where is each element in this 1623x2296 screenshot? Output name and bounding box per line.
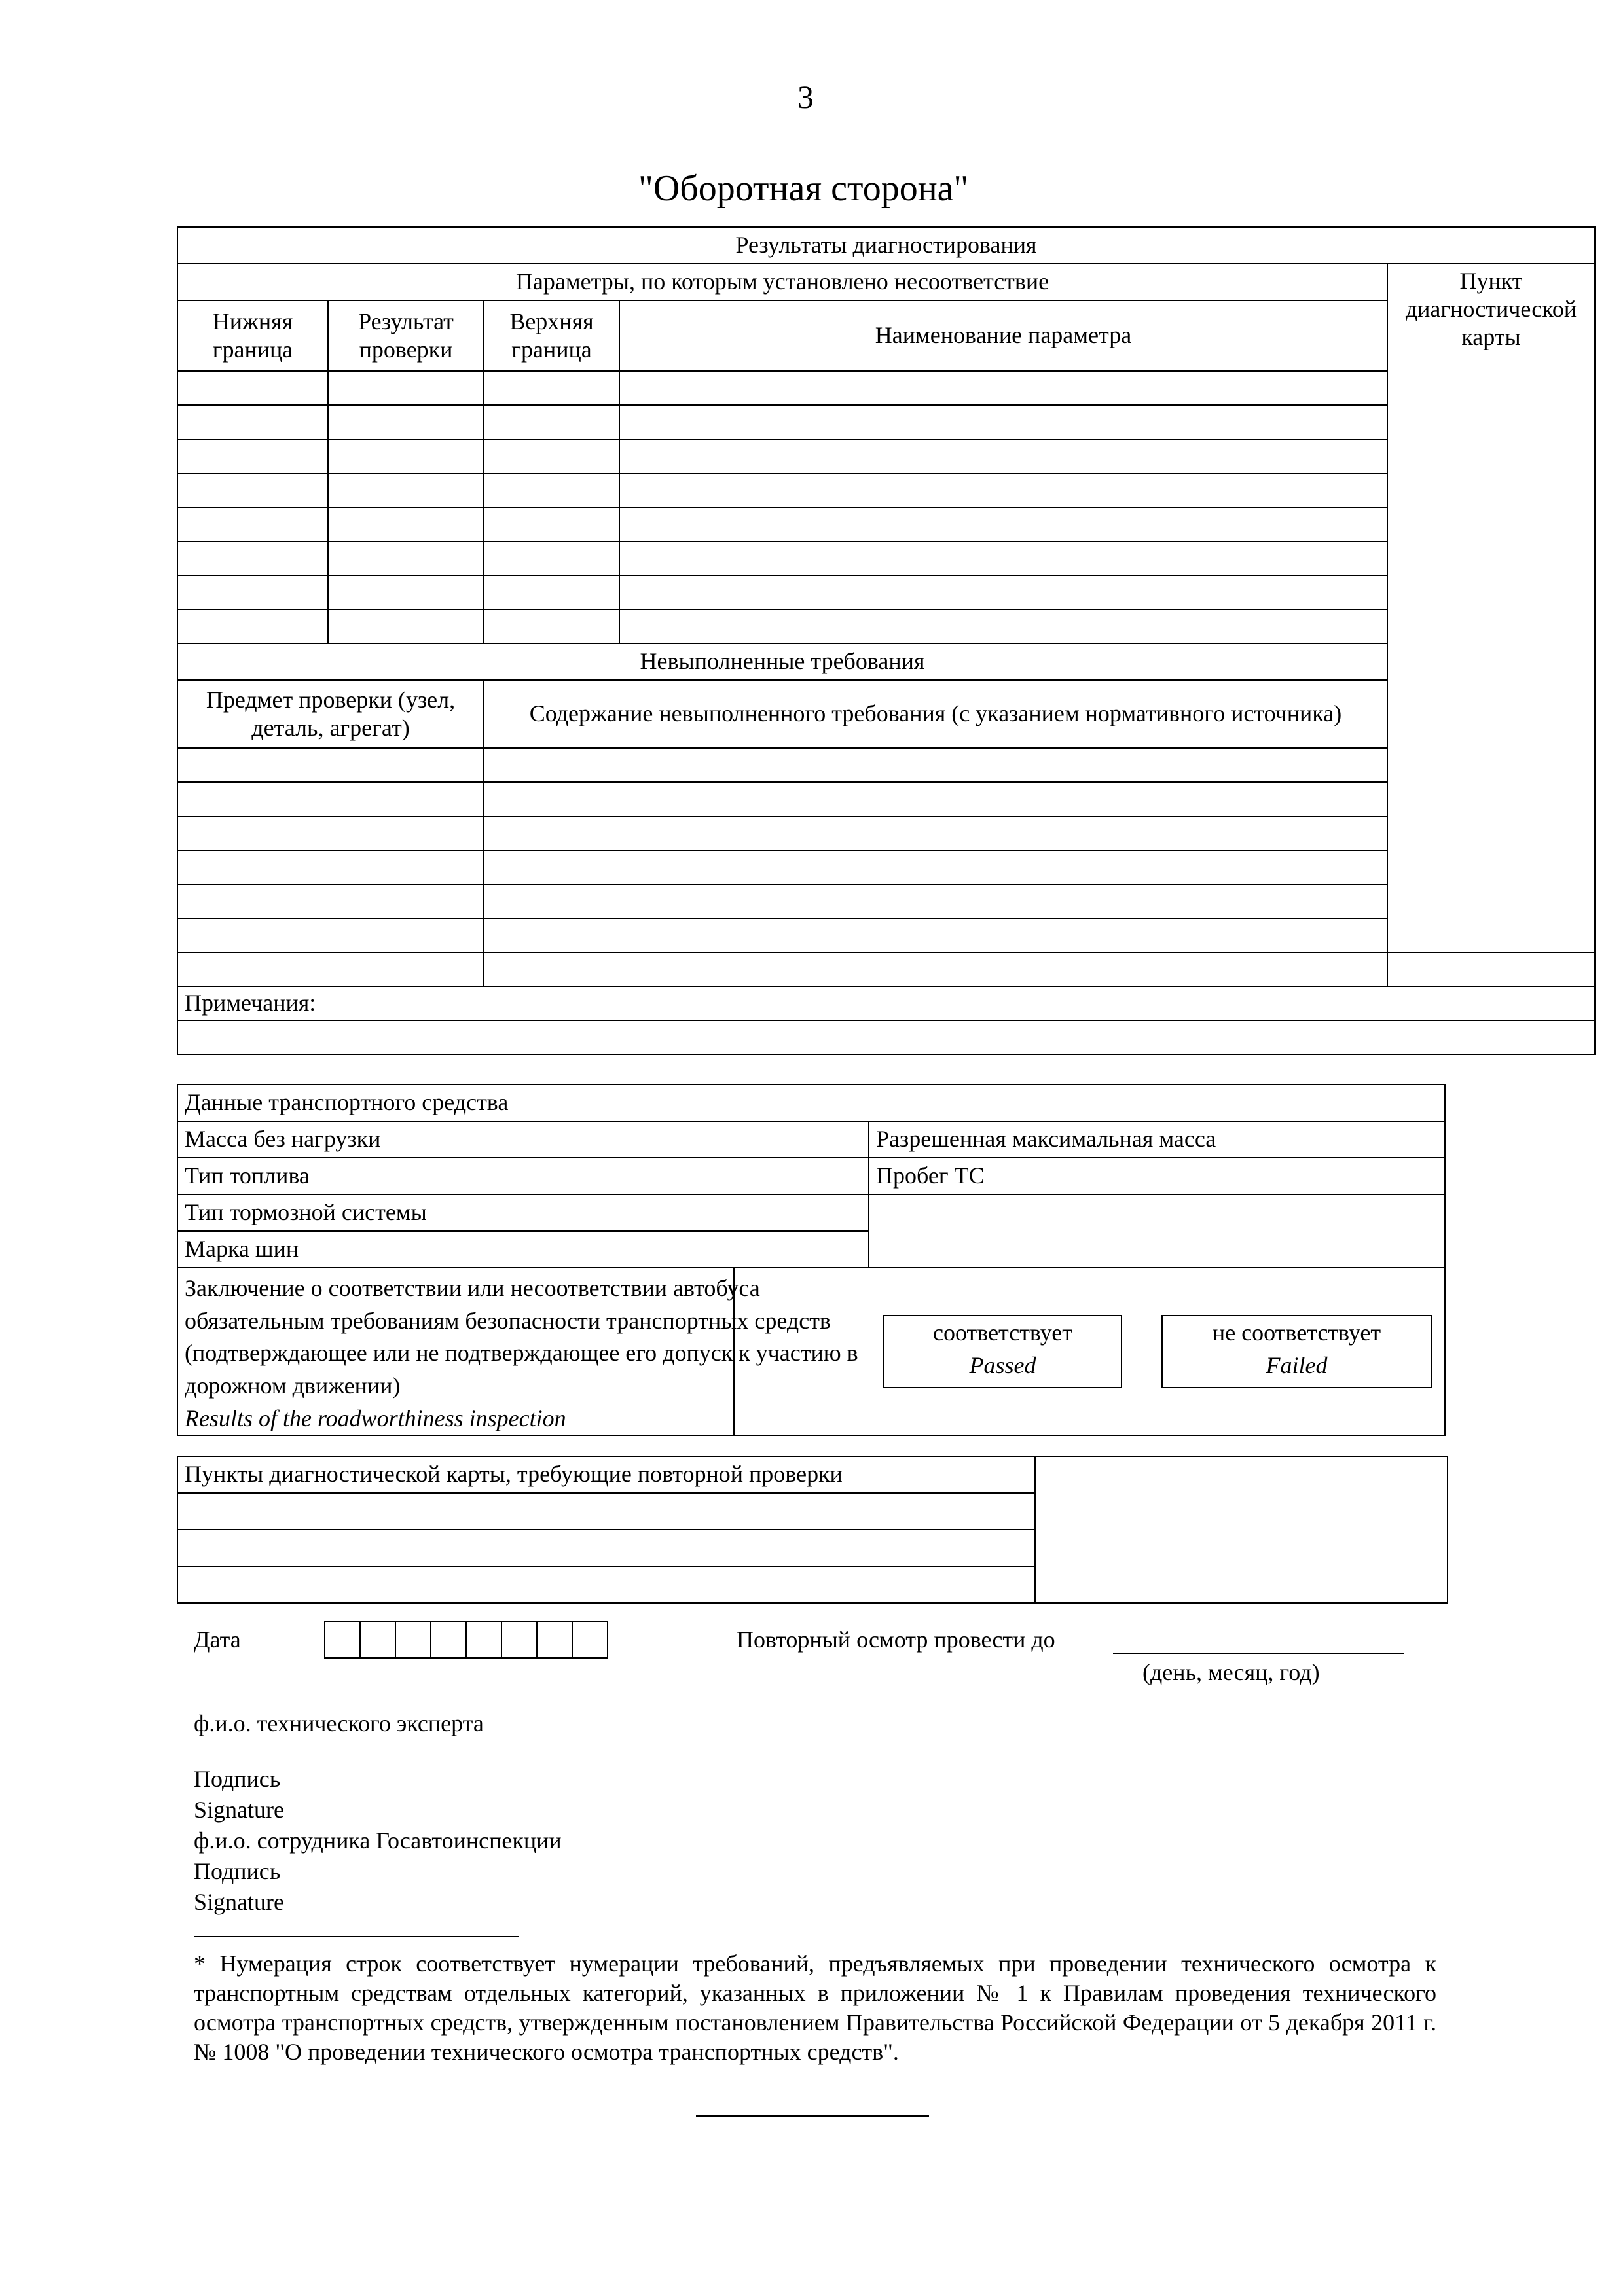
conclusion-text: Заключение о соответствии или несоответствии автобуса обязательным требованиям безопасности транспортных средств (подтверждающее или не подтверждающее его допуск к участию в дорожном движении) bbox=[185, 1275, 858, 1399]
passed-label-ru: соответствует bbox=[933, 1319, 1072, 1346]
col-content: Содержание невыполненного требования (с указанием нормативного источника) bbox=[484, 680, 1387, 748]
params-header: Параметры, по которым установлено несоответствие bbox=[177, 264, 1387, 300]
date-cell[interactable] bbox=[431, 1622, 467, 1657]
max-mass-label: Разрешенная максимальная масса bbox=[869, 1121, 1445, 1158]
table-row bbox=[177, 541, 1595, 575]
col-upper: Верхняя граница bbox=[484, 300, 619, 371]
table-row bbox=[177, 405, 1595, 439]
repeat-hint: (день, месяц, год) bbox=[1142, 1659, 1320, 1685]
table-row bbox=[177, 850, 1595, 884]
point-header: Пункт диагностической карты bbox=[1387, 264, 1595, 952]
table-row bbox=[177, 507, 1595, 541]
page-title: "Оборотная сторона" bbox=[638, 168, 969, 209]
passed-label-en: Passed bbox=[969, 1352, 1036, 1379]
results-table bbox=[177, 226, 1596, 1055]
repeat-date-line[interactable] bbox=[1113, 1653, 1404, 1654]
table-row bbox=[177, 952, 1595, 986]
date-cell[interactable] bbox=[502, 1622, 538, 1657]
end-divider bbox=[696, 2115, 929, 2117]
mileage-label: Пробег ТС bbox=[869, 1158, 1445, 1194]
recheck-side-cell bbox=[1035, 1456, 1448, 1603]
failed-option[interactable] bbox=[1161, 1315, 1432, 1388]
tire-brand-label: Марка шин bbox=[177, 1231, 869, 1268]
col-lower: Нижняя граница bbox=[177, 300, 328, 371]
signature-label-en: Signature bbox=[194, 1889, 284, 1915]
notes-label: Примечания: bbox=[177, 986, 1595, 1020]
signature-label-en: Signature bbox=[194, 1797, 284, 1823]
date-cell[interactable] bbox=[325, 1622, 361, 1657]
table-row bbox=[177, 884, 1595, 918]
fuel-type-label: Тип топлива bbox=[177, 1158, 869, 1194]
recheck-table bbox=[177, 1456, 1448, 1604]
table-row bbox=[177, 816, 1595, 850]
table-row bbox=[177, 473, 1595, 507]
table-row bbox=[177, 609, 1595, 643]
officer-name-label: ф.и.о. сотрудника Госавтоинспекции bbox=[194, 1827, 562, 1854]
failed-label-en: Failed bbox=[1266, 1352, 1328, 1379]
footnote: * Нумерация строк соответствует нумерации требований, предъявляемых при проведении технического осмотра к транспортным средствам отдельных категорий, указанных в приложении № 1 к Правилам проведения технического осмотра транспортных средств, утвержденным постановлением Правительства Российской Федерации от 5 декабря 2011 г. № 1008 "О проведении технического осмотра транспортных средств". bbox=[194, 1950, 1436, 2065]
conclusion-en: Results of the roadworthiness inspection bbox=[185, 1405, 566, 1431]
table-row bbox=[177, 575, 1595, 609]
signature-label-ru: Подпись bbox=[194, 1858, 281, 1884]
date-input[interactable] bbox=[324, 1621, 608, 1659]
table-row bbox=[177, 782, 1595, 816]
vehicle-title: Данные транспортного средства bbox=[177, 1085, 1445, 1121]
table-row bbox=[177, 439, 1595, 473]
date-cell[interactable] bbox=[467, 1622, 502, 1657]
table-row bbox=[177, 748, 1595, 782]
notes-field[interactable] bbox=[177, 1020, 1595, 1054]
signature-label-ru: Подпись bbox=[194, 1766, 281, 1792]
unmet-header: Невыполненные требования bbox=[177, 643, 1387, 680]
expert-name-label: ф.и.о. технического эксперта bbox=[194, 1710, 484, 1736]
date-cell[interactable] bbox=[538, 1622, 573, 1657]
mass-empty-label: Масса без нагрузки bbox=[177, 1121, 869, 1158]
recheck-title: Пункты диагностической карты, требующие повторной проверки bbox=[177, 1456, 1035, 1493]
footnote-divider bbox=[194, 1936, 519, 1937]
table-row bbox=[177, 371, 1595, 405]
brake-type-label: Тип тормозной системы bbox=[177, 1194, 869, 1231]
col-result: Результат проверки bbox=[328, 300, 484, 371]
failed-label-ru: не соответствует bbox=[1212, 1319, 1381, 1346]
col-name: Наименование параметра bbox=[619, 300, 1387, 371]
date-cell[interactable] bbox=[573, 1622, 607, 1657]
repeat-label: Повторный осмотр провести до bbox=[737, 1626, 1055, 1653]
date-cell[interactable] bbox=[396, 1622, 431, 1657]
vehicle-blank-cell bbox=[869, 1194, 1445, 1268]
results-title: Результаты диагностирования bbox=[177, 227, 1595, 264]
page-number: 3 bbox=[797, 79, 814, 115]
passed-option[interactable] bbox=[883, 1315, 1122, 1388]
col-subject: Предмет проверки (узел, деталь, агрегат) bbox=[177, 680, 484, 748]
table-row bbox=[177, 918, 1595, 952]
date-cell[interactable] bbox=[361, 1622, 396, 1657]
date-label: Дата bbox=[194, 1626, 241, 1653]
